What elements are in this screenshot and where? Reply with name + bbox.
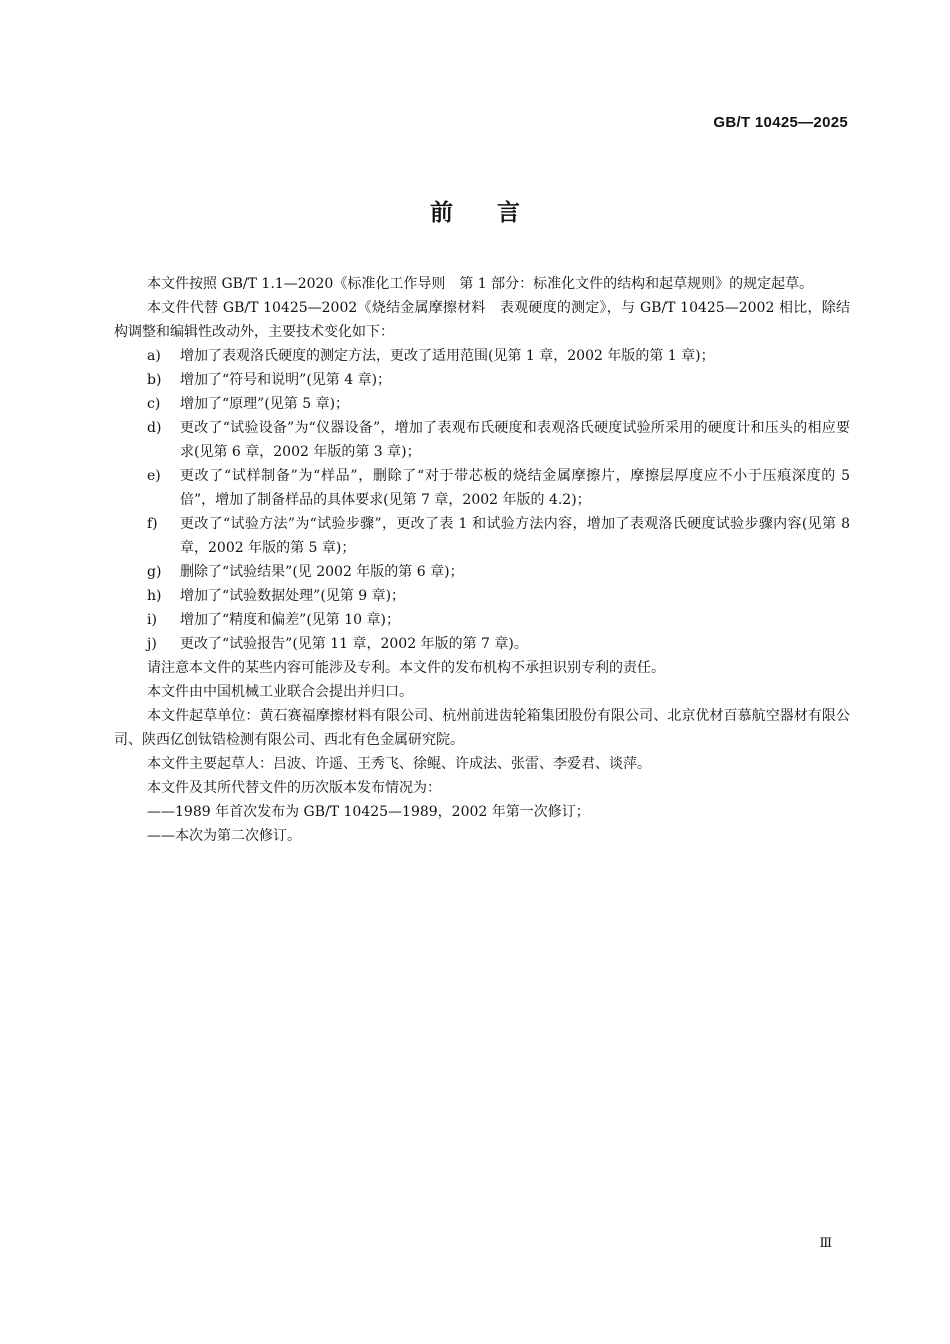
list-item <box>114 560 850 584</box>
list-item-label: e) <box>147 468 161 484</box>
list-item-label: g) <box>147 564 162 580</box>
list-item <box>114 344 850 368</box>
list-item-label: a) <box>147 348 161 364</box>
list-item-text: 增加了“符号和说明”(见第 4 章)； <box>180 372 392 388</box>
paragraph-replaces: 本文件代替 GB/T 10425—2002《烧结金属摩擦材料 表观硬度的测定》，与 GB/T 10425—2002 相比，除结构调整和编辑性改动外，主要技术变化如下： <box>114 300 850 340</box>
history-item: ——1989 年首次发布为 GB/T 10425—1989，2002 年第一次修订； <box>147 804 590 820</box>
list-item-label: f) <box>147 516 158 532</box>
list-item <box>114 608 850 632</box>
list-item-text: 增加了“精度和偏差”(见第 10 章)； <box>180 612 400 628</box>
list-item-text: 删除了“试验结果”(见 2002 年版的第 6 章)； <box>180 564 464 580</box>
list-item-text: 更改了“试样制备”为“样品”，删除了“对于带芯板的烧结金属摩擦片，摩擦层厚度应不小于压痕深度的 5 倍”，增加了制备样品的具体要求(见第 7 章，2002 年版的 4.2)； <box>180 468 850 508</box>
list-item-label: h) <box>147 588 162 604</box>
list-item <box>114 392 850 416</box>
foreword-body <box>114 272 850 848</box>
list-item-text: 更改了“试验设备”为“仪器设备”，增加了表观布氏硬度和表观洛氏硬度试验所采用的硬度计和压头的相应要求(见第 6 章，2002 年版的第 3 章)； <box>180 420 850 460</box>
standard-code: GB/T 10425—2025 <box>713 114 848 131</box>
history-item: ——本次为第二次修订。 <box>147 828 301 844</box>
paragraph-proposer: 本文件由中国机械工业联合会提出并归口。 <box>147 684 413 700</box>
paragraph-basis: 本文件按照 GB/T 1.1—2020《标准化工作导则 第 1 部分：标准化文件的结构和起草规则》的规定起草。 <box>147 276 814 292</box>
list-item-label: j) <box>147 636 157 652</box>
list-item-label: c) <box>147 396 161 412</box>
list-item <box>114 464 850 512</box>
list-item <box>114 584 850 608</box>
list-item-label: b) <box>147 372 162 388</box>
list-item <box>114 368 850 392</box>
list-item-label: d) <box>147 420 162 436</box>
list-item <box>114 416 850 464</box>
paragraph-drafting-units: 本文件起草单位：黄石赛福摩擦材料有限公司、杭州前进齿轮箱集团股份有限公司、北京优材百慕航空器材有限公司、陕西亿创钛锆检测有限公司、西北有色金属研究院。 <box>114 708 850 748</box>
list-item-label: i) <box>147 612 157 628</box>
page-title: 前言 <box>430 200 564 226</box>
list-item-text: 更改了“试验报告”(见第 11 章，2002 年版的第 7 章)。 <box>180 636 528 652</box>
list-item-text: 增加了“试验数据处理”(见第 9 章)； <box>180 588 406 604</box>
technical-changes-list <box>114 344 850 656</box>
list-item-text: 增加了表观洛氏硬度的测定方法，更改了适用范围(见第 1 章，2002 年版的第 1 章)； <box>180 348 715 364</box>
paragraph-drafters: 本文件主要起草人：吕波、许遥、王秀飞、徐鲲、许成法、张雷、李爱君、谈萍。 <box>147 756 651 772</box>
list-item <box>114 512 850 560</box>
page-number: Ⅲ <box>819 1236 832 1251</box>
list-item <box>114 632 850 656</box>
list-item-text: 更改了“试验方法”为“试验步骤”，更改了表 1 和试验方法内容，增加了表观洛氏硬度试验步骤内容(见第 8 章，2002 年版的第 5 章)； <box>180 516 850 556</box>
paragraph-history-intro: 本文件及其所代替文件的历次版本发布情况为： <box>147 780 441 796</box>
paragraph-patent-notice: 请注意本文件的某些内容可能涉及专利。本文件的发布机构不承担识别专利的责任。 <box>147 660 665 676</box>
list-item-text: 增加了“原理”(见第 5 章)； <box>180 396 350 412</box>
